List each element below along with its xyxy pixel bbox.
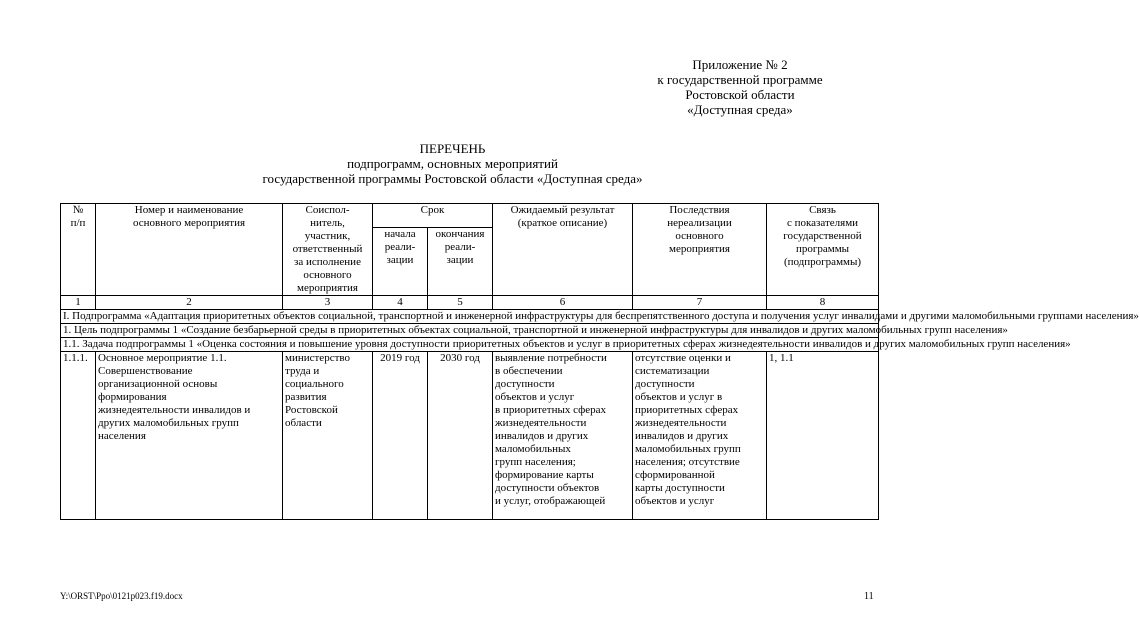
appendix-header	[570, 57, 910, 117]
header-executor: Соиспол- нитель, участник, ответственный за исполнение основного мероприятия	[283, 204, 373, 296]
header-start: начала реали- зации	[373, 227, 428, 295]
header-term: Срок	[373, 204, 493, 228]
row-start: 2019 год	[373, 352, 428, 520]
footer-page-number: 11	[864, 591, 874, 602]
column-number: 6	[493, 296, 633, 310]
measures-table	[60, 203, 1139, 520]
column-number: 4	[373, 296, 428, 310]
row-link: 1, 1.1	[767, 352, 879, 520]
document-title	[0, 141, 905, 186]
header-link: Связь с показателями государственной программы (подпрограммы)	[767, 204, 879, 296]
column-number: 5	[428, 296, 493, 310]
row-executor: министерство труда и социального развития Ростовской области	[283, 352, 373, 520]
column-number: 3	[283, 296, 373, 310]
column-number: 8	[767, 296, 879, 310]
goal-title: 1. Цель подпрограммы 1 «Создание безбарьерной среды в приоритетных объектах социальной, транспортной и инженерной инфраструктуры для инвалидов и других маломобильных групп населения»	[61, 324, 879, 338]
task-title: 1.1. Задача подпрограммы 1 «Оценка состояния и повышение уровня доступности приоритетных объектов и услуг в приоритетных сферах жизнедеятельности инвалидов и других маломобильных групп населения»	[61, 338, 879, 352]
appendix-line-2: к государственной программе	[657, 72, 823, 87]
footer-file-path: Y:\ORST\Ppo\0121p023.f19.docx	[60, 591, 183, 601]
row-num: 1.1.1.	[61, 352, 96, 520]
header-num: № п/п	[61, 204, 96, 296]
row-end: 2030 год	[428, 352, 493, 520]
header-name: Номер и наименование основного мероприятия	[96, 204, 283, 296]
appendix-line-3: Ростовской области	[685, 87, 795, 102]
title-line-1: ПЕРЕЧЕНЬ	[419, 141, 486, 156]
row-consequences: отсутствие оценки и систематизации доступности объектов и услуг в приоритетных сферах жизнедеятельности инвалидов и других маломобильных групп населения; отсутствие сформированной карты доступности объектов и услуг	[633, 352, 767, 520]
subprogram-row	[61, 310, 879, 324]
subprogram-title: I. Подпрограмма «Адаптация приоритетных объектов социальной, транспортной и инженерной инфраструктуры для беспрепятственного доступа и получения услуг инвалидами и другими маломобильными группами населения»	[61, 310, 879, 324]
column-number: 7	[633, 296, 767, 310]
row-name: Основное мероприятие 1.1. Совершенствование организационной основы формирования жизнедеятельности инвалидов и других маломобильных групп населения	[96, 352, 283, 520]
column-numbers-row	[61, 296, 879, 310]
header-end: окончания реали- зации	[428, 227, 493, 295]
column-number: 2	[96, 296, 283, 310]
title-line-3: государственной программы Ростовской области «Доступная среда»	[262, 171, 643, 186]
header-result: Ожидаемый результат (краткое описание)	[493, 204, 633, 296]
row-result: выявление потребности в обеспечении доступности объектов и услуг в приоритетных сферах жизнедеятельности инвалидов и других маломобильных групп населения; формирование карты доступности объектов и услуг, отображающей	[493, 352, 633, 520]
task-row	[61, 338, 879, 352]
table-row	[61, 352, 879, 520]
goal-row	[61, 324, 879, 338]
appendix-line-4: «Доступная среда»	[687, 102, 793, 117]
header-row	[61, 204, 879, 228]
header-consequences: Последствия нереализации основного мероприятия	[633, 204, 767, 296]
title-line-2: подпрограмм, основных мероприятий	[347, 156, 558, 171]
column-number: 1	[61, 296, 96, 310]
appendix-line-1: Приложение № 2	[692, 57, 788, 72]
